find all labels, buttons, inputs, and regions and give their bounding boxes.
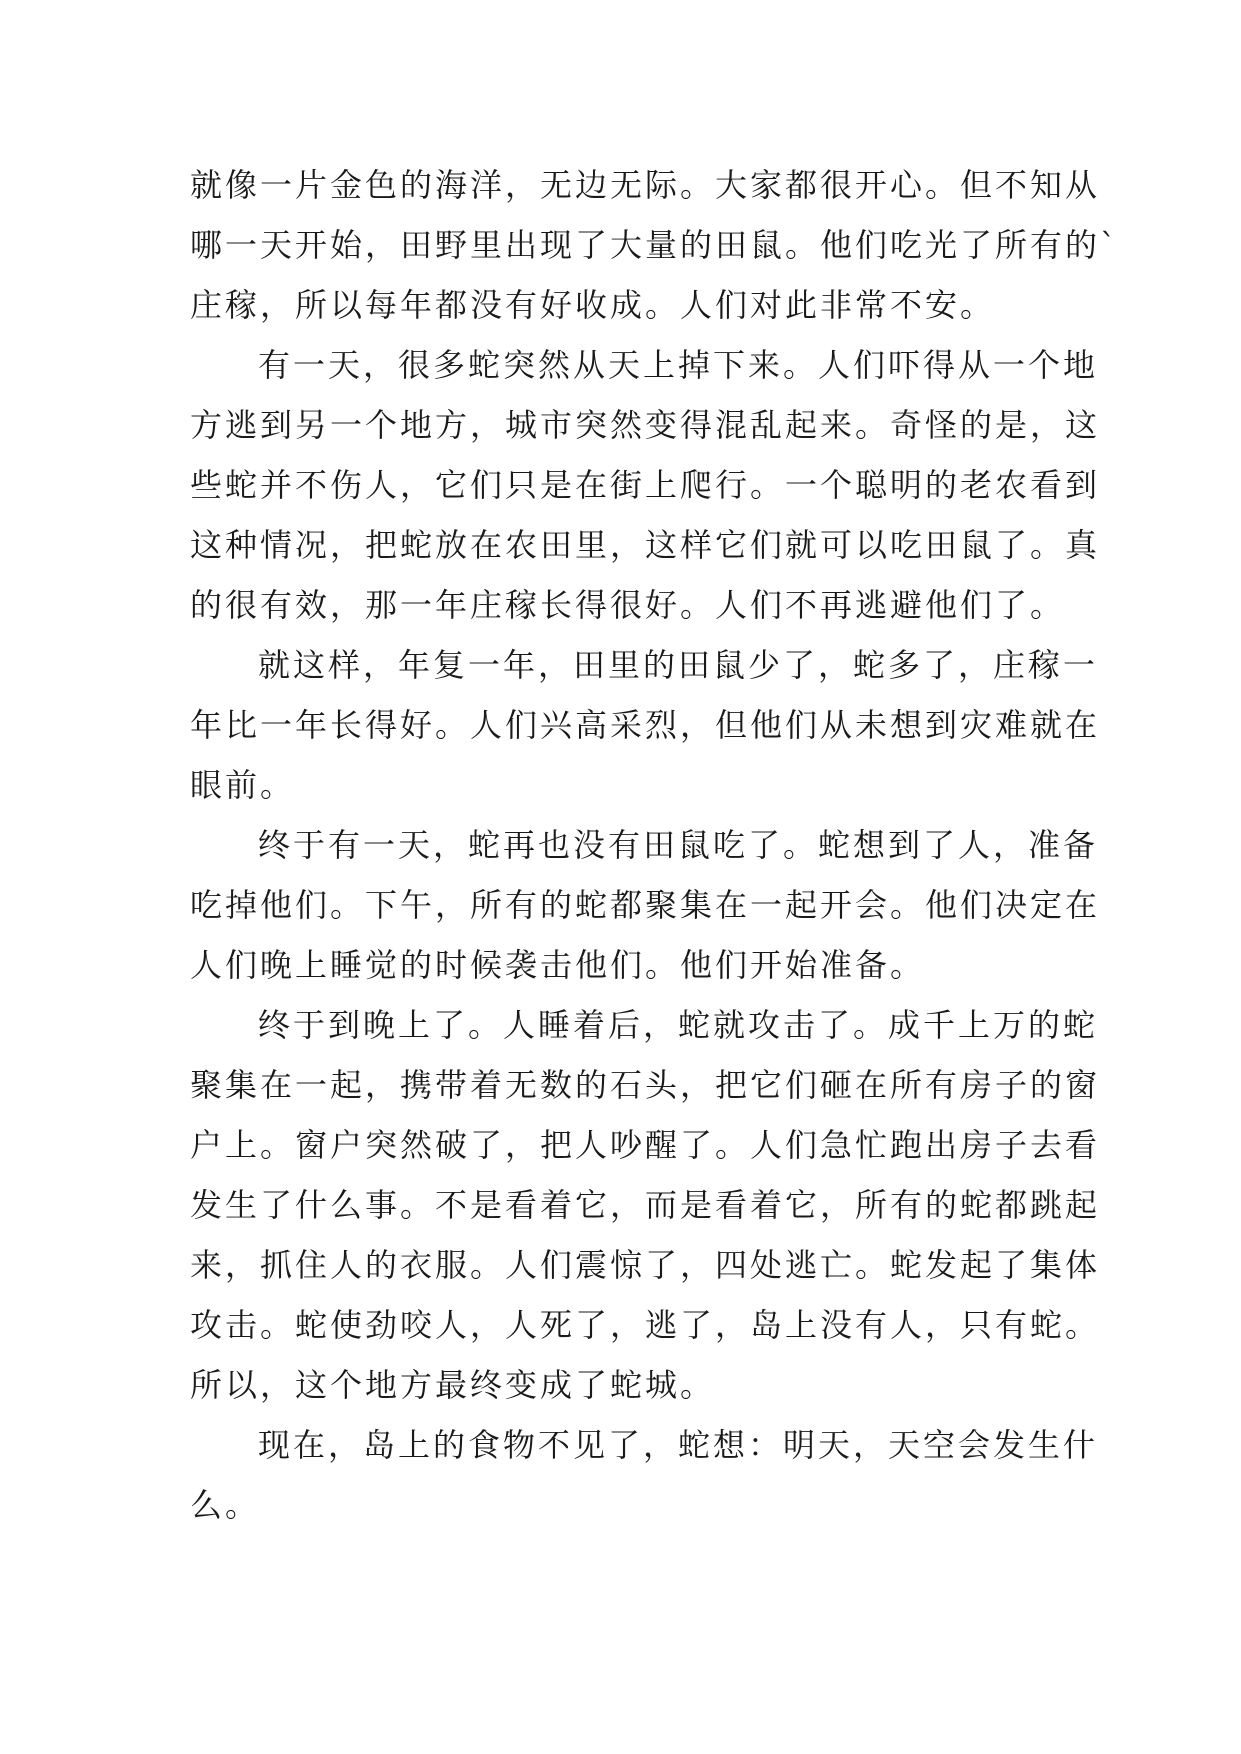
- text-line: 庄稼，所以每年都没有好收成。人们对此非常不安。: [190, 286, 996, 324]
- text-line: 所以，这个地方最终变成了蛇城。: [190, 1366, 716, 1404]
- text-line: 攻击。蛇使劲咬人，人死了，逃了，岛上没有人，只有蛇。: [190, 1306, 1101, 1344]
- text-line: 现在，岛上的食物不见了，蛇想：明天，天空会发生什: [258, 1426, 1099, 1464]
- text-line: 眼前。: [190, 766, 296, 804]
- text-line: 聚集在一起，携带着无数的石头，把它们砸在所有房子的窗: [190, 1066, 1101, 1104]
- story-text: [190, 155, 1120, 1535]
- text-line: 户上。窗户突然破了，把人吵醒了。人们急忙跑出房子去看: [190, 1126, 1101, 1164]
- text-line: 年比一年长得好。人们兴高采烈，但他们从未想到灾难就在: [190, 706, 1101, 744]
- text-line: 终于有一天，蛇再也没有田鼠吃了。蛇想到了人，准备: [258, 826, 1099, 864]
- text-line: 就这样，年复一年，田里的田鼠少了，蛇多了，庄稼一: [258, 646, 1099, 684]
- text-line: 就像一片金色的海洋，无边无际。大家都很开心。但不知从: [190, 166, 1101, 204]
- text-line: 哪一天开始，田野里出现了大量的田鼠。他们吃光了所有的`: [190, 226, 1120, 264]
- text-line: 终于到晚上了。人睡着后，蛇就攻击了。成千上万的蛇: [258, 1006, 1099, 1044]
- text-line: 人们晚上睡觉的时候袭击他们。他们开始准备。: [190, 946, 926, 984]
- text-line: 吃掉他们。下午，所有的蛇都聚集在一起开会。他们决定在: [190, 886, 1101, 924]
- text-line: 有一天，很多蛇突然从天上掉下来。人们吓得从一个地: [258, 346, 1099, 384]
- text-line: 这种情况，把蛇放在农田里，这样它们就可以吃田鼠了。真: [190, 526, 1101, 564]
- text-line: 发生了什么事。不是看着它，而是看着它，所有的蛇都跳起: [190, 1186, 1101, 1224]
- text-line: 来，抓住人的衣服。人们震惊了，四处逃亡。蛇发起了集体: [190, 1246, 1101, 1284]
- text-line: 些蛇并不伤人，它们只是在街上爬行。一个聪明的老农看到: [190, 466, 1101, 504]
- text-line: 么。: [190, 1486, 261, 1524]
- text-line: 的很有效，那一年庄稼长得很好。人们不再逃避他们了。: [190, 586, 1066, 624]
- text-line: 方逃到另一个地方，城市突然变得混乱起来。奇怪的是，这: [190, 406, 1101, 444]
